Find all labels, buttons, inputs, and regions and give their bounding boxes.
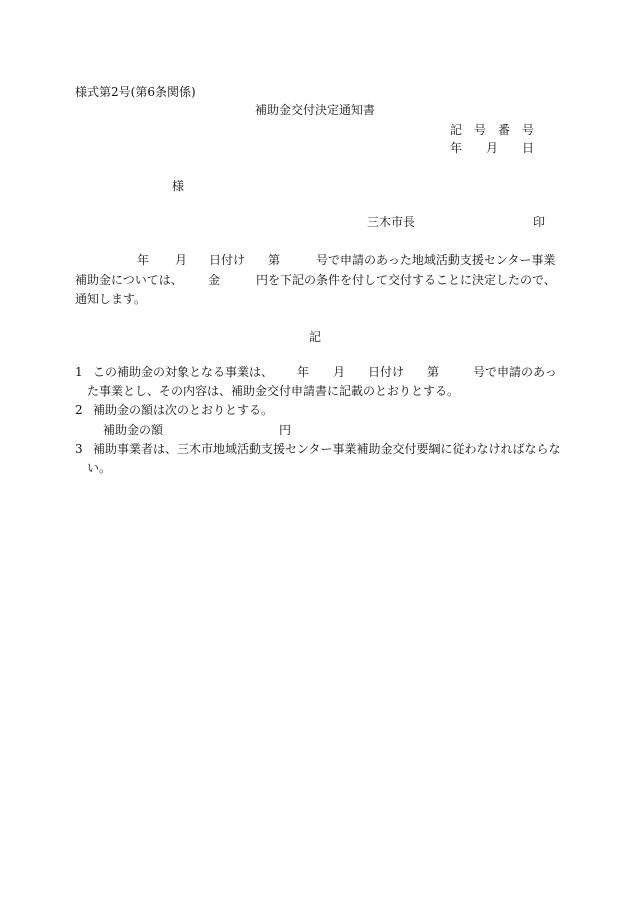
form-number-line [0,85,630,99]
condition-3-line-1 [0,442,630,456]
condition-number: 2 [75,403,83,417]
section-heading-line [0,330,630,344]
condition-number: 3 [75,442,83,456]
amount-label: 補助金の額 [103,423,164,437]
date-month-char: 月 [486,141,499,155]
seal-mark: 印 [533,215,546,229]
amount-unit: 円 [279,423,292,437]
date-day-char: 日 [522,141,535,155]
body-line-1 [0,253,630,267]
doc-number-label-char: 号 [522,123,535,137]
issuer-name: 三木市長 [367,215,416,229]
doc-date-label [0,141,630,155]
form-number: 様式第2号(第6条関係) [75,85,196,99]
section-heading: 記 [308,330,321,344]
condition-number: 1 [75,365,83,379]
condition-text: 補助事業者は、三木市地域活動支援センター事業補助金交付要綱に従わなければならな [93,442,561,456]
body-fragment: 通知します。 [75,292,147,306]
condition-text: 号で申請のあっ [473,365,557,379]
doc-number-label-char: 記 [450,123,463,137]
body-fragment: 年 [137,253,150,267]
addressee-line [0,179,630,193]
amount-row [0,423,630,437]
condition-text: 日付け [368,365,405,379]
document-title-line [0,103,630,117]
condition-text: い。 [87,461,112,475]
date-year-char: 年 [450,141,463,155]
body-fragment: 日付け [209,253,246,267]
doc-number-label-char: 番 [498,123,511,137]
issuer-line [0,215,630,229]
doc-number-label-char: 号 [474,123,487,137]
condition-2-line-1 [0,403,630,417]
body-fragment: 補助金については、 [75,273,183,287]
document-title: 補助金交付決定通知書 [254,103,375,117]
body-line-2 [0,273,630,287]
doc-number-label [0,123,630,137]
condition-text: 年 [297,365,310,379]
addressee-honorific: 様 [172,179,185,193]
condition-text: この補助金の対象となる事業は、 [93,365,274,379]
body-fragment: 第 [268,253,281,267]
body-fragment: 月 [175,253,188,267]
condition-1-line-2 [0,384,630,398]
body-fragment: 円を下記の条件を付して交付することに決定したので、 [256,273,556,287]
body-fragment: 金 [208,273,221,287]
condition-text: 補助金の額は次のとおりとする。 [93,403,274,417]
condition-1-line-1 [0,365,630,379]
body-line-3 [0,292,630,306]
condition-text: た事業とし、その内容は、補助金交付申請書に記載のとおりとする。 [87,384,460,398]
condition-3-line-2 [0,461,630,475]
body-fragment: 号で申請のあった地域活動支援センター事業 [316,253,556,267]
condition-text: 月 [333,365,346,379]
condition-text: 第 [427,365,440,379]
